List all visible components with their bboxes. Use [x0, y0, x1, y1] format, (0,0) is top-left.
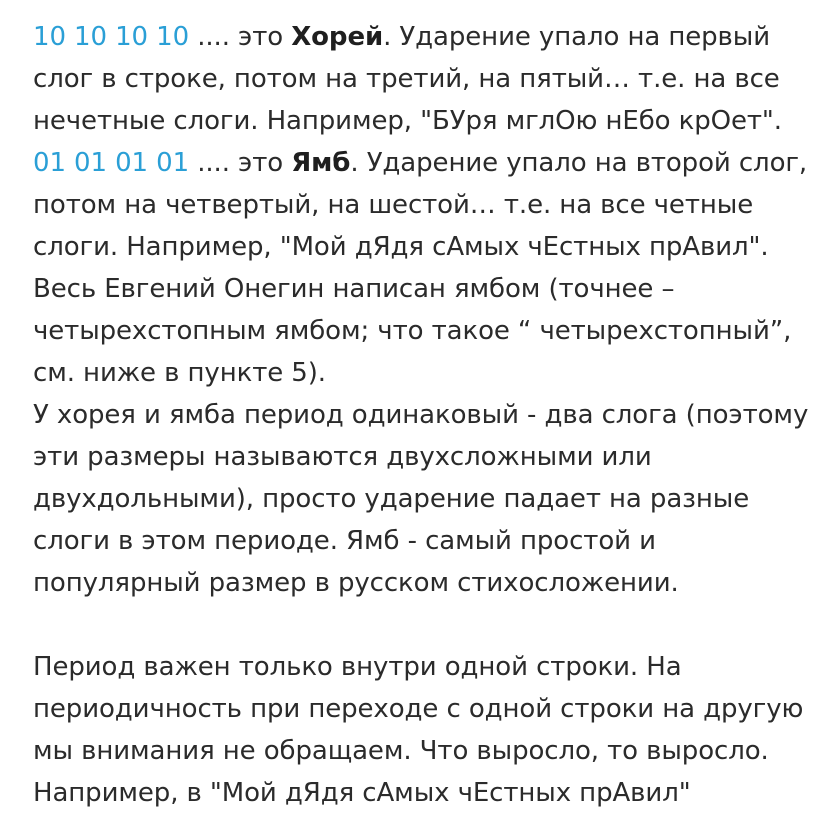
paragraph-period-comparison: У хорея и ямба период одинаковый - два слога (поэтому эти размеры называются двухсложными или двухдольными), просто ударение падает на разные слоги в этом периоде. Ямб - самый простой и популярный размер в русском стихосложении. [33, 400, 809, 598]
term-iamb: Ямб [291, 148, 351, 178]
iamb-description: . Ударение упало на второй слог, потом на четвертый, на шестой… т.е. на все четные слоги. Например, "Мой дЯдя сАмых чЕстных прАвил". Весь Евгений Онегин написан ямбом (точнее – четырехстопным ямбом; что такое “ четырехстопный”, см. ниже в пункте 5). [33, 148, 808, 388]
paragraph-spacer [33, 604, 813, 646]
paragraph-line-period: Период важен только внутри одной строки. На периодичность при переходе с одной строки на другую мы внимания не обращаем. Что выросло, то выросло. Например, в "Мой дЯдя сАмых чЕстных прАвил" [33, 652, 804, 808]
pattern-lead-text: .... это [189, 148, 292, 178]
paragraph-iamb [33, 142, 813, 394]
stress-pattern-trochee: 10 10 10 10 [33, 22, 190, 52]
term-trochee: Хорей [291, 22, 384, 52]
trochee-description: . Ударение упало на первый слог в строке, потом на третий, на пятый… т.е. на все нечетные слоги. Например, "БУря мглОю нЕбо крОет". [33, 22, 782, 136]
pattern-lead-text: .... это [189, 22, 292, 52]
stress-pattern-iamb: 01 01 01 01 [33, 148, 190, 178]
paragraph-trochee [33, 16, 813, 142]
article-body [33, 16, 813, 814]
